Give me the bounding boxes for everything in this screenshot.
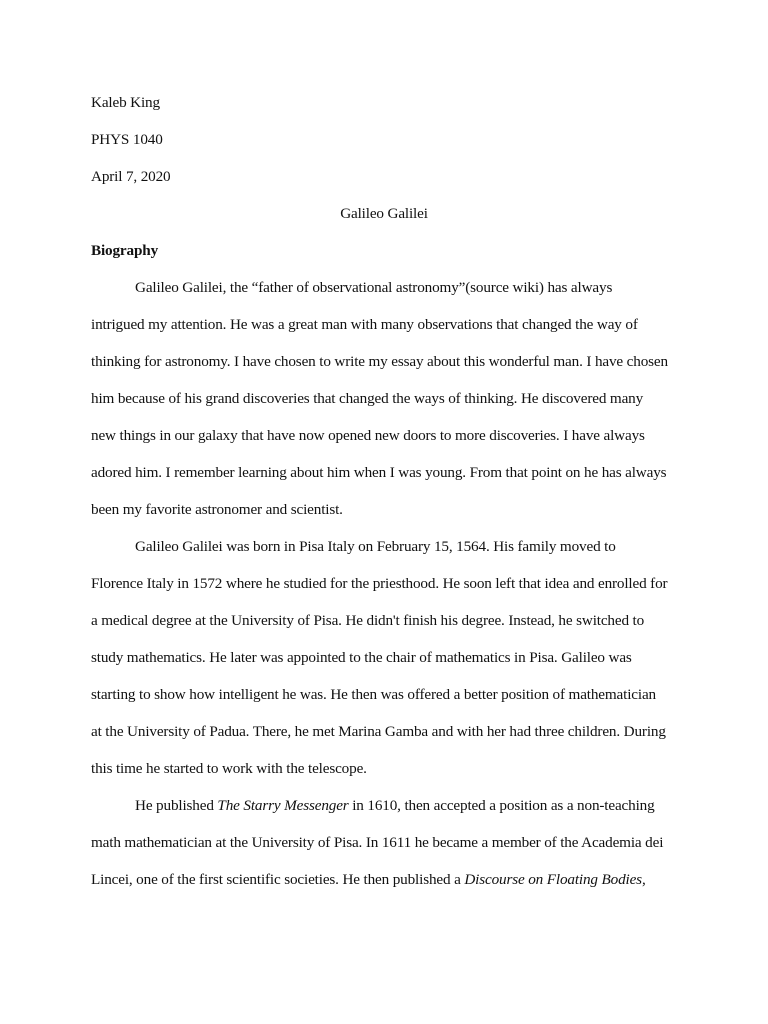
paragraph-1-line: him because of his grand discoveries that changed the ways of thinking. He discovered many [91, 390, 644, 407]
paragraph-2-line: Florence Italy in 1572 where he studied for the priesthood. He soon left that idea and enrolled for [91, 575, 668, 592]
paragraph-2-line: a medical degree at the University of Pisa. He didn't finish his degree. Instead, he switched to [91, 612, 645, 629]
paragraph-3-line [91, 871, 646, 889]
paragraph-3-text: in 1610, then accepted a position as a non-teaching [348, 797, 655, 814]
paragraph-1-line: new things in our galaxy that have now opened new doors to more discoveries. I have always [91, 427, 645, 444]
course-code: PHYS 1040 [91, 131, 163, 148]
paragraph-3-text: He published [135, 797, 218, 814]
essay-title: Galileo Galilei [340, 205, 428, 222]
paragraph-3-line [135, 797, 655, 815]
paragraph-2-line: this time he started to work with the telescope. [91, 760, 367, 777]
paragraph-2-line: at the University of Padua. There, he met Marina Gamba and with her had three children. During [91, 723, 666, 740]
paragraph-2-line: study mathematics. He later was appointed to the chair of mathematics in Pisa. Galileo was [91, 649, 632, 666]
paragraph-1-line: been my favorite astronomer and scientist. [91, 501, 343, 518]
essay-date: April 7, 2020 [91, 168, 171, 185]
paragraph-1-line: Galileo Galilei, the “father of observational astronomy”(source wiki) has always [135, 279, 613, 296]
book-title-starry-messenger: The Starry Messenger [217, 797, 349, 814]
paragraph-3-text: Lincei, one of the first scientific societies. He then published a [91, 871, 465, 888]
author-name: Kaleb King [91, 94, 160, 111]
paragraph-3-text: , [641, 871, 646, 888]
book-title-floating-bodies: Discourse on Floating Bodies [464, 871, 642, 888]
paragraph-2-line: starting to show how intelligent he was. He then was offered a better position of mathematician [91, 686, 656, 703]
paragraph-2-line: Galileo Galilei was born in Pisa Italy on February 15, 1564. His family moved to [135, 538, 616, 555]
paragraph-1-line: adored him. I remember learning about him when I was young. From that point on he has always [91, 464, 667, 481]
section-heading: Biography [91, 242, 159, 259]
paragraph-3-line: math mathematician at the University of Pisa. In 1611 he became a member of the Academia dei [91, 834, 664, 851]
paragraph-1-line: intrigued my attention. He was a great man with many observations that changed the way of [91, 316, 638, 333]
paragraph-1-line: thinking for astronomy. I have chosen to write my essay about this wonderful man. I have chosen [91, 353, 668, 370]
